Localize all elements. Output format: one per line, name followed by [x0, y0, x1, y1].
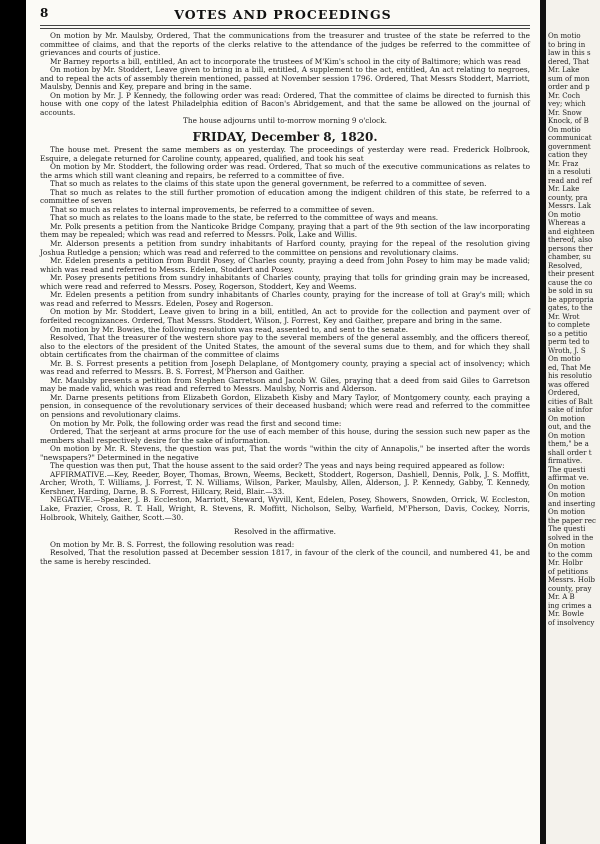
bottom-section [40, 541, 530, 567]
right-page-line: On motion [548, 542, 586, 550]
right-page-line: On motio [548, 355, 581, 363]
right-page-line: sake of infor [548, 406, 593, 414]
right-page-line: his resolutio [548, 372, 592, 380]
right-page-line: to complete [548, 321, 590, 329]
right-page-line: Knock, of B [548, 117, 589, 125]
right-page-line: On motion [548, 491, 586, 499]
right-page-line: their present [548, 270, 595, 278]
right-page-line: to the comm [548, 550, 593, 559]
right-page-line: On motio [548, 210, 581, 219]
paragraph: On motion by Mr. J. P Kennedy, the following order was read: Ordered, That the committee of claims be directed to furnish this house with one copy of the latest Philadelphia edition of Bacon's Abridgement, and that the same be allowed on the journal of accounts. [40, 90, 530, 117]
paragraph: Mr. Posey presents petitions from sundry inhabitants of Charles county, praying that tolls for grinding grain may be increased, which were read and referred to Messrs. Posey, Rogerson, Stoddert, Key and Weems. [40, 273, 530, 291]
paragraph: Mr. B. S. Forrest presents a petition from Joseph Delaplane, of Montgomery county, praying a special act of insolvency; which was read and referred to Messrs. B. S. Forrest, M'Pherson and Gaither. [40, 358, 530, 377]
right-page-line: cation they [548, 151, 588, 159]
right-page-line: chamber, su [548, 253, 591, 261]
paragraph: That so much as relates to the loans made to the state, be referred to the committee of ways and means. [50, 213, 439, 223]
right-page-line: communicat [548, 134, 592, 142]
paragraph: Resolved, That the treasurer of the western shore pay to the several members of the general assembly, and the officers thereof, also to the electors of the president of the United States, the amount of the several sums due to them, and for which they shall obtain certificates from the chairman of the committee of claims [40, 333, 530, 360]
right-page-line: dered, That [548, 57, 590, 66]
right-page-line: Mr. Bowle [548, 610, 584, 618]
paragraph: On motion by Mr. Bowies, the following resolution was read, assented to, and sent to the senate. [50, 324, 409, 334]
paragraph: On motion by Mr. Polk, the following order was read the first and second time: [50, 418, 342, 428]
paragraph: Resolved, That the resolution passed at December session 1817, in favour of the clerk of the council, and numbered 41, be and the same is hereby rescinded. [40, 548, 530, 566]
right-page-line: perm ted to [548, 338, 590, 346]
right-page-line: Mr. Snow [548, 108, 582, 117]
right-page-line: of petitions [548, 567, 589, 576]
right-page-line: was offered [548, 380, 590, 389]
right-page-line: The questi [548, 465, 586, 474]
header-rule-bottom [40, 28, 530, 29]
paragraph: On motion by Mr. Stoddert, Leave given to bring in a bill, entitled, A supplement to the act, entitled, An act relating to negroes, and to repeal the acts of assembly therein mentioned, passed at November session 1796. Ordered, That Messrs Stoddert, Marriott, Maulsby, Dennis and Key, prepare and bring in the same. [40, 65, 530, 92]
paragraph: The house met. Present the same members as on yesterday. The proceedings of yesterday were read. Frederick Holbrook, Esquire, a delegate returned for Caroline county, appeared, qualified, and took his seat [40, 145, 530, 163]
right-page-line: and inserting [548, 499, 596, 508]
page-header [26, 6, 540, 24]
right-page-line: cities of Balt [548, 397, 593, 406]
right-page-fragments [548, 32, 600, 627]
right-page-line: read and ref [548, 176, 592, 185]
right-page-line: ed, That Me [548, 363, 591, 372]
right-page-line: Mr. Lake [548, 185, 580, 193]
right-page-line: be sold in su [548, 287, 593, 295]
right-page-line: shall order t [548, 448, 592, 457]
right-page-line: gates, to the [548, 304, 593, 312]
right-page-line: Whereas a [548, 219, 586, 227]
page-number: 8 [40, 6, 49, 20]
right-page-line: ing crimes a [548, 601, 592, 610]
right-page-line: Mr. Wrot [548, 312, 580, 321]
right-page-line: persons ther [548, 244, 593, 253]
paragraph: That so much as relates to the claims of this state upon the general government, be referred to a committee of seven. [50, 179, 487, 189]
right-page-line: in a resoluti [548, 168, 591, 176]
paragraph: On motion by Mr. Maulsby, Ordered, That the communications from the treasurer and trustee of the state be referred to the committee of claims, and that the reports of the clerks relative to the attendance of the judges be referred to the committee of grievances and courts of justice. [40, 31, 530, 58]
main-section [40, 146, 530, 522]
right-page-line: to bring in [548, 40, 586, 49]
paragraph: Mr. Polk presents a petition from the Nanticoke Bridge Company, praying that a part of the 9th section of the law incorporating them may be repealed; which was read and referred to Messrs. Polk, Lake and Willis. [40, 221, 530, 240]
right-page-line: On motio [548, 32, 581, 40]
right-page-line: sum of mon [548, 74, 590, 83]
right-page-line: firmative. [548, 457, 583, 465]
paragraph: Ordered, That the serjeant at arms procure for the use of each member of this house, during the session such new paper as the members shall respectively desire for the sake of information. [40, 427, 530, 445]
paragraph: Mr. Darne presents petitions from Elizabeth Gordon, Elizabeth Kisby and Mary Taylor, of Montgomery county, each praying a pension, in consequence of the revolutionary services of their deceased husband; which were read and referred to the committee on pensions and revolutionary claims. [40, 392, 530, 419]
right-page-line: so a petitio [548, 329, 588, 338]
right-page-line: county, pra [548, 193, 588, 202]
right-page-line: Mr. Fraz [548, 159, 579, 168]
resolved-line: Resolved in the affirmative. [234, 527, 336, 537]
adjourn-line: The house adjourns until to-morrow morning 9 o'clock. [183, 116, 387, 126]
paragraph: AFFIRMATIVE.—Key, Reeder, Boyer, Thomas, Brown, Weems, Beckett, Stoddert, Rogerson, Dashiell, Dennis, Polk, J. S. Moffitt, Archer, Wroth, T. Williams, J. Forrest, T. N. Williams, Wilson, Parker, Maulsby, Allen, Alderson, J. P. Kennedy, Gabby, T. Kennedy, Kershner, Harding, Darne, B. S. Forrest, Hillcary, Reid, Blair.—33. [40, 469, 530, 496]
paragraph: On motion by Mr. R. Stevens, the question was put, That the words "within the city of Annapolis," be inserted after the words "newspapers?" Determined in the negative [40, 444, 530, 462]
paragraph: Mr. Edelen presents a petition from Burdit Posey, of Charles county, praying a deed from John Posey to him may be made valid; which was read and referred to Messrs. Edelen, Stoddert and Posey. [40, 256, 530, 274]
right-page-line: government [548, 142, 591, 151]
right-page-line: Ordered, [548, 389, 580, 397]
right-page-edge [546, 0, 600, 844]
right-page-line: Wroth, J. S [548, 346, 586, 355]
top-section [40, 32, 530, 117]
paragraph: Mr. Edelen presents a petition from sundry inhabitants of Charles county, praying for the increase of toll at Gray's mill; which was read and referred to Messrs. Edelen, Posey and Rogerson. [40, 290, 530, 308]
right-page-line: On motion [548, 508, 586, 516]
right-page-line: county, pray [548, 584, 592, 593]
document-page [26, 0, 540, 844]
right-page-line: Mr. Lake [548, 66, 580, 74]
right-page-line: The questi [548, 525, 586, 533]
right-page-line: Mr. Coch [548, 91, 581, 100]
right-page-line: On motion [548, 414, 586, 423]
right-page-line: and eighteen [548, 227, 595, 236]
right-page-line: Messrs. Lak [548, 202, 591, 210]
document-body [40, 32, 530, 566]
right-page-line: of insolvency [548, 618, 595, 627]
right-page-line: vey; which [548, 100, 586, 108]
right-page-line: affirmat ve. [548, 474, 589, 482]
right-page-line: law in this s [548, 49, 591, 57]
right-page-line: order and p [548, 83, 590, 91]
right-page-line: them," be a [548, 440, 589, 448]
paragraph: Mr Barney reports a bill, entitled, An act to incorporate the trustees of M'Kim's school in the city of Baltimore; which was read [50, 56, 521, 66]
right-page-line: cause the co [548, 278, 593, 287]
page-title: VOTES AND PROCEEDINGS [174, 7, 392, 22]
right-page-line: Messrs. Holb [548, 576, 595, 584]
right-page-line: Mr. Holbr [548, 559, 583, 567]
right-page-line: thereof, also [548, 236, 593, 244]
right-page-line: On motion [548, 431, 586, 440]
paragraph: NEGATIVE.—Speaker, J. B. Eccleston, Marriott, Steward, Wyvill, Kent, Edelen, Posey, Showers, Snowden, Orrick, W. Eccleston, Lake, Frazier, Cross, R. T. Hall, Wright, R. Stevens, R. Moffitt, Nicholson, Selby, Warfield, M'Pherson, Davis, Cockey, Norris, Holbrook, Whitely, Gaither, Scott.—30. [40, 495, 530, 522]
right-page-line: solved in the [548, 533, 594, 542]
right-page-line: the paper rec [548, 516, 596, 525]
paragraph: On motion by Mr. Stoddert, Leave given to bring in a bill, entitled, An act to provide for the collection and payment over of forfeited recognizances. Ordered, That Messrs. Stoddert, Wilson, J. Forrest, Key and Gaither, prepare and bring in the same. [40, 307, 530, 325]
paragraph: Mr. Alderson presents a petition from sundry inhabitants of Harford county, praying for the repeal of the resolution giving Joshua Rutledge a pension; which was read and referred to the committee on pensions and revolutionary claims. [40, 239, 530, 257]
paragraph: On motion by Mr. Stoddert, the following order was read. Ordered, That so much of the executive communications as relates to the arms which still want cleaning and repairs, be referred to a committee of five. [40, 162, 530, 180]
right-page-line: On motion [548, 482, 586, 491]
paragraph: Mr. Maulsby presents a petition from Stephen Garretson and Jacob W. Giles, praying that a deed from said Giles to Garretson may be made valid, which was read and referred to Messrs. Maulsby, Norris and Alderson. [40, 375, 530, 394]
header-rule-top [40, 25, 530, 26]
right-page-line: Mr. A B [548, 593, 575, 601]
paragraph: That so much as relates to the still further promotion of education among the indigent children of this state, be referred to a committee of seven [40, 187, 530, 206]
right-page-line: out, and the [548, 423, 591, 431]
paragraph: The question was then put, That the house assent to the said order? The yeas and nays being required appeared as follow: [50, 461, 505, 471]
day-heading: FRIDAY, December 8, 1820. [192, 130, 378, 145]
right-page-line: be appropria [548, 295, 594, 304]
paragraph: On motion by Mr. B. S. Forrest, the following resolution was read: [50, 539, 295, 549]
right-page-line: On motio [548, 125, 581, 134]
right-page-line: Resolved, [548, 261, 583, 270]
paragraph: That so much as relates to internal improvements, be referred to a committee of seven. [50, 204, 375, 214]
